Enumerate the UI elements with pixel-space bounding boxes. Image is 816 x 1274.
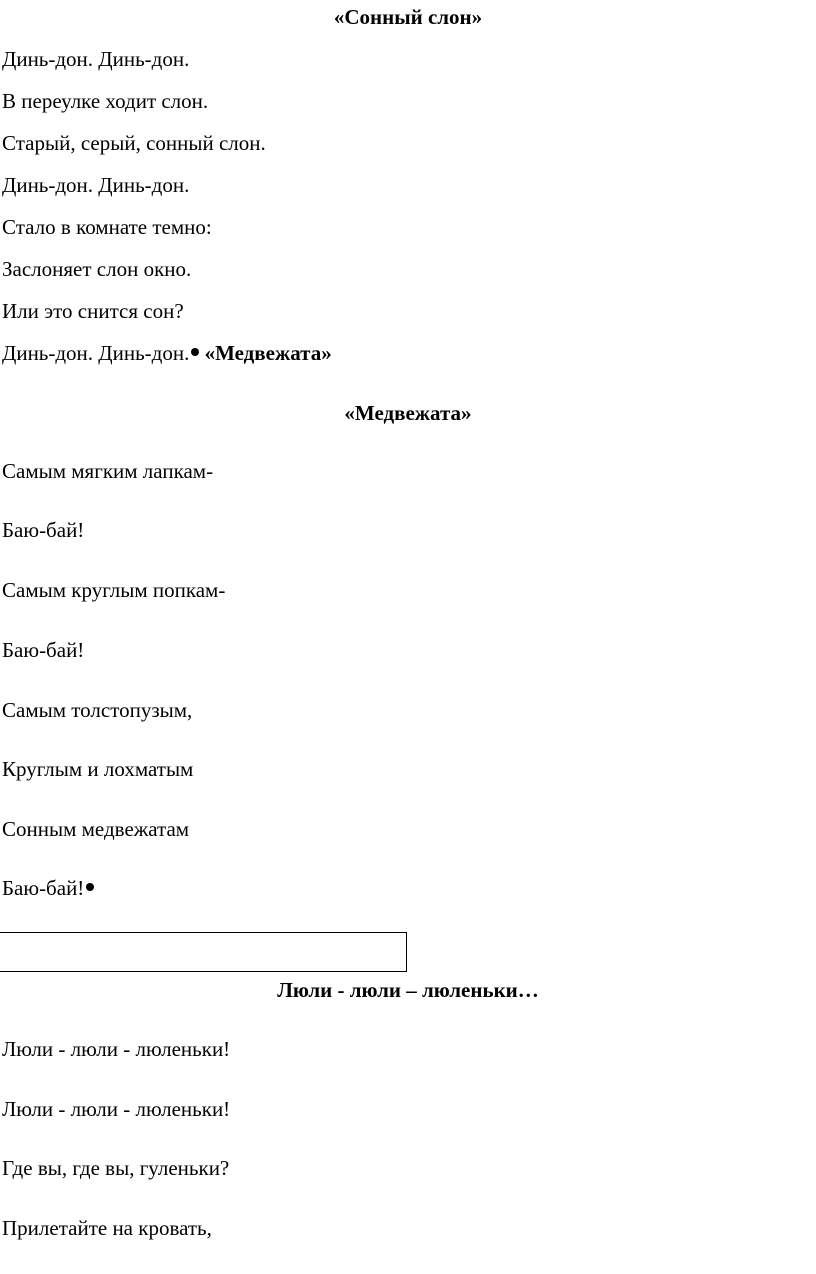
poem1-line: Старый, серый, сонный слон. bbox=[2, 131, 266, 155]
poem1-line: Динь-дон. Динь-дон. bbox=[2, 173, 190, 197]
poem3-line: Люли - люли - люленьки! bbox=[2, 1037, 231, 1061]
poem3-line: Люли - люли - люленьки! bbox=[2, 1097, 231, 1121]
poem2-line: Сонным медвежатам bbox=[2, 817, 190, 841]
poem2-line: Самым круглым попкам- bbox=[2, 578, 226, 602]
poem3-title: Люли - люли – люленьки… bbox=[277, 978, 539, 1002]
poem2-line: Самым мягким лапкам- bbox=[2, 459, 214, 483]
empty-frame-box bbox=[0, 932, 407, 972]
poem1-title: «Сонный слон» bbox=[333, 5, 483, 29]
inline-next-title: «Медвежата» bbox=[199, 341, 332, 365]
poem1-line: Динь-дон. Динь-дон. bbox=[2, 47, 190, 71]
poem2-line: Самым толстопузым, bbox=[2, 698, 193, 722]
poem3-line: Где вы, где вы, гуленьки? bbox=[2, 1156, 230, 1180]
poem2-line: Баю-бай! bbox=[2, 638, 85, 662]
poem1-line: Заслоняет слон окно. bbox=[2, 257, 192, 281]
poem1-line: Или это снится сон? bbox=[2, 299, 184, 323]
poem2-last-line-text: Баю-бай! bbox=[2, 876, 85, 900]
poem2-line: Круглым и лохматым bbox=[2, 757, 194, 781]
poem1-line: Стало в комнате темно: bbox=[2, 215, 212, 239]
poem3-line: Прилетайте на кровать, bbox=[2, 1216, 212, 1240]
poem1-last-line bbox=[2, 340, 332, 366]
poem2-line: Баю-бай! bbox=[2, 518, 85, 542]
poem1-last-line-text: Динь-дон. Динь-дон. bbox=[2, 341, 190, 365]
poem2-last-line bbox=[2, 875, 94, 901]
poem2-title: «Медвежата» bbox=[344, 401, 472, 425]
poem1-line: В переулке ходит слон. bbox=[2, 89, 209, 113]
bullet-icon bbox=[86, 883, 94, 891]
